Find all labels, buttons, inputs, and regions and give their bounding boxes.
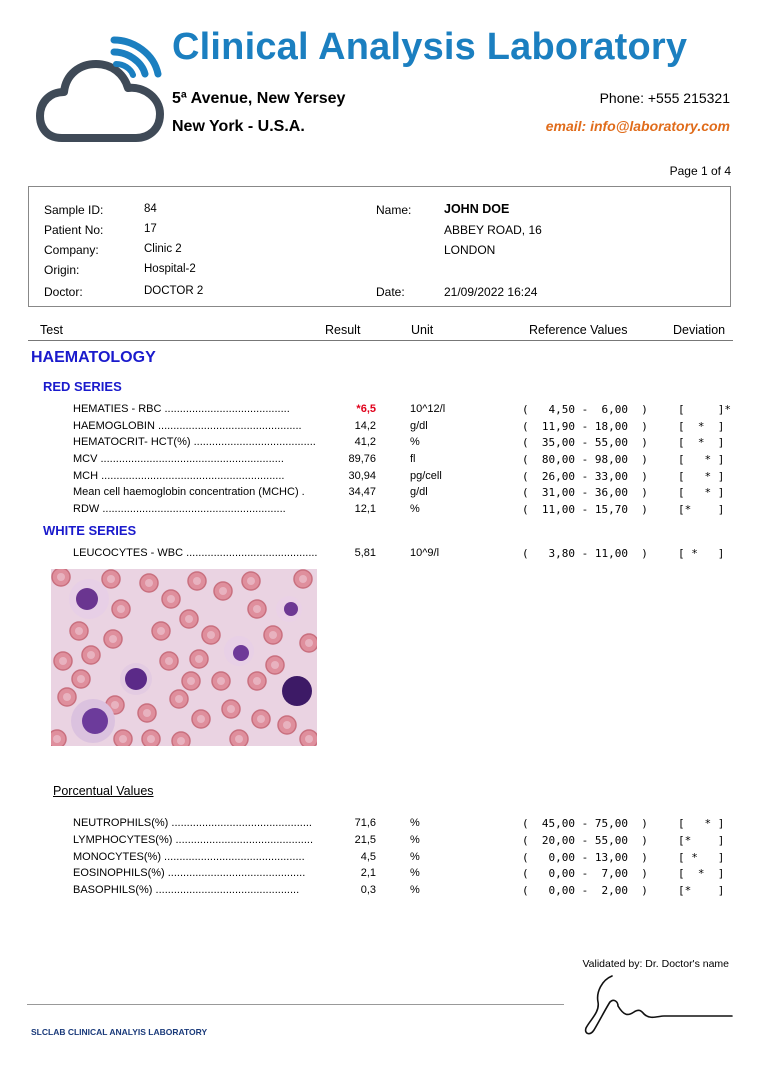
header-divider — [28, 340, 733, 341]
unit-value: % — [410, 834, 420, 846]
section-title: HAEMATOLOGY — [31, 349, 156, 366]
unit-value: fl — [410, 453, 416, 465]
reference-range: ( 0,00 - 2,00 ) — [522, 884, 648, 897]
red-series-title: RED SERIES — [43, 379, 122, 394]
test-name: HEMATOCRIT- HCT(%) ........................................ — [73, 436, 316, 448]
deviation-marker: [ * ] — [678, 851, 725, 864]
lab-title: Clinical Analysis Laboratory — [172, 26, 688, 68]
date-value: 21/09/2022 16:24 — [444, 285, 538, 299]
deviation-marker: [* ] — [678, 834, 725, 847]
result-value: *6,5 — [356, 403, 376, 415]
reference-range: ( 20,00 - 55,00 ) — [522, 834, 648, 847]
deviation-marker: [ * ] — [678, 486, 725, 499]
patient-address1: ABBEY ROAD, 16 — [444, 223, 542, 237]
patient-no-value: 17 — [144, 223, 157, 235]
test-name: MONOCYTES(%) .............................................. — [73, 851, 305, 863]
deviation-marker: [ * ] — [678, 470, 725, 483]
result-value: 41,2 — [354, 436, 376, 448]
test-name: Mean cell haemoglobin concentration (MCHC) . — [73, 486, 305, 498]
unit-value: % — [410, 867, 420, 879]
test-name: HAEMOGLOBIN ............................................... — [73, 420, 302, 432]
patient-name: JOHN DOE — [444, 202, 510, 216]
deviation-marker: [ ]* — [678, 403, 731, 416]
deviation-marker: [ * ] — [678, 436, 725, 449]
reference-range: ( 80,00 - 98,00 ) — [522, 453, 648, 466]
doctor-label: Doctor: — [44, 285, 83, 299]
result-value: 5,81 — [354, 547, 376, 559]
test-name: LYMPHOCYTES(%) ............................................. — [73, 834, 314, 846]
unit-value: % — [410, 503, 420, 515]
unit-value: % — [410, 817, 420, 829]
origin-label: Origin: — [44, 263, 80, 277]
result-value: 2,1 — [360, 867, 376, 879]
date-label: Date: — [376, 285, 405, 299]
blood-smear-image — [51, 569, 317, 746]
result-value: 14,2 — [354, 420, 376, 432]
lab-phone: Phone: +555 215321 — [599, 90, 730, 106]
result-value: 30,94 — [348, 470, 376, 482]
test-name: MCV ............................................................ — [73, 453, 284, 465]
col-header-reference: Reference Values — [529, 323, 628, 337]
result-value: 0,3 — [360, 884, 376, 896]
patient-address2: LONDON — [444, 243, 496, 257]
deviation-marker: [ * ] — [678, 547, 725, 560]
reference-range: ( 45,00 - 75,00 ) — [522, 817, 648, 830]
col-header-unit: Unit — [411, 323, 434, 337]
test-name: BASOPHILS(%) ............................................... — [73, 884, 300, 896]
unit-value: % — [410, 436, 420, 448]
unit-value: % — [410, 851, 420, 863]
reference-range: ( 11,90 - 18,00 ) — [522, 420, 648, 433]
origin-value: Hospital-2 — [144, 263, 196, 275]
reference-range: ( 4,50 - 6,00 ) — [522, 403, 648, 416]
validated-by: Validated by: Dr. Doctor's name — [582, 958, 729, 970]
result-value: 34,47 — [348, 486, 376, 498]
signature — [584, 972, 734, 1038]
footer-text: SLCLAB CLINICAL ANALYIS LABORATORY — [31, 1027, 208, 1037]
reference-range: ( 31,00 - 36,00 ) — [522, 486, 648, 499]
col-header-test: Test — [40, 323, 63, 337]
unit-value: g/dl — [410, 486, 428, 498]
deviation-marker: [* ] — [678, 503, 725, 516]
result-value: 12,1 — [354, 503, 376, 515]
company-value: Clinic 2 — [144, 243, 182, 255]
test-name: EOSINOPHILS(%) ............................................. — [73, 867, 306, 879]
test-name: MCH ............................................................ — [73, 470, 285, 482]
test-name: LEUCOCYTES - WBC ........................................... — [73, 547, 318, 559]
result-value: 21,5 — [354, 834, 376, 846]
lab-address-line1: 5ª Avenue, New Yersey — [172, 90, 346, 107]
deviation-marker: [ * ] — [678, 453, 725, 466]
unit-value: % — [410, 884, 420, 896]
deviation-marker: [ * ] — [678, 867, 725, 880]
deviation-marker: [ * ] — [678, 420, 725, 433]
result-value: 71,6 — [354, 817, 376, 829]
reference-range: ( 26,00 - 33,00 ) — [522, 470, 648, 483]
company-label: Company: — [44, 243, 99, 257]
reference-range: ( 3,80 - 11,00 ) — [522, 547, 648, 560]
porcentual-title: Porcentual Values — [53, 784, 154, 798]
test-name: HEMATIES - RBC ......................................... — [73, 403, 290, 415]
unit-value: 10^12/l — [410, 403, 446, 415]
footer-divider — [27, 1004, 564, 1005]
patient-no-label: Patient No: — [44, 223, 104, 237]
reference-range: ( 35,00 - 55,00 ) — [522, 436, 648, 449]
test-name: RDW ............................................................ — [73, 503, 286, 515]
reference-range: ( 0,00 - 13,00 ) — [522, 851, 648, 864]
name-label: Name: — [376, 203, 412, 217]
white-series-title: WHITE SERIES — [43, 523, 137, 538]
sample-id-label: Sample ID: — [44, 203, 104, 217]
result-value: 4,5 — [360, 851, 376, 863]
reference-range: ( 11,00 - 15,70 ) — [522, 503, 648, 516]
unit-value: g/dl — [410, 420, 428, 432]
unit-value: pg/cell — [410, 470, 442, 482]
lab-email: email: info@laboratory.com — [545, 118, 730, 134]
page-indicator: Page 1 of 4 — [669, 164, 731, 178]
lab-address-line2: New York - U.S.A. — [172, 118, 305, 135]
col-header-deviation: Deviation — [673, 323, 726, 337]
doctor-value: DOCTOR 2 — [144, 285, 204, 297]
result-value: 89,76 — [348, 453, 376, 465]
unit-value: 10^9/l — [410, 547, 440, 559]
reference-range: ( 0,00 - 7,00 ) — [522, 867, 648, 880]
sample-id-value: 84 — [144, 203, 157, 215]
cloud-wifi-icon — [36, 36, 166, 144]
col-header-result: Result — [325, 323, 361, 337]
deviation-marker: [ * ] — [678, 817, 725, 830]
deviation-marker: [* ] — [678, 884, 725, 897]
test-name: NEUTROPHILS(%) .............................................. — [73, 817, 312, 829]
